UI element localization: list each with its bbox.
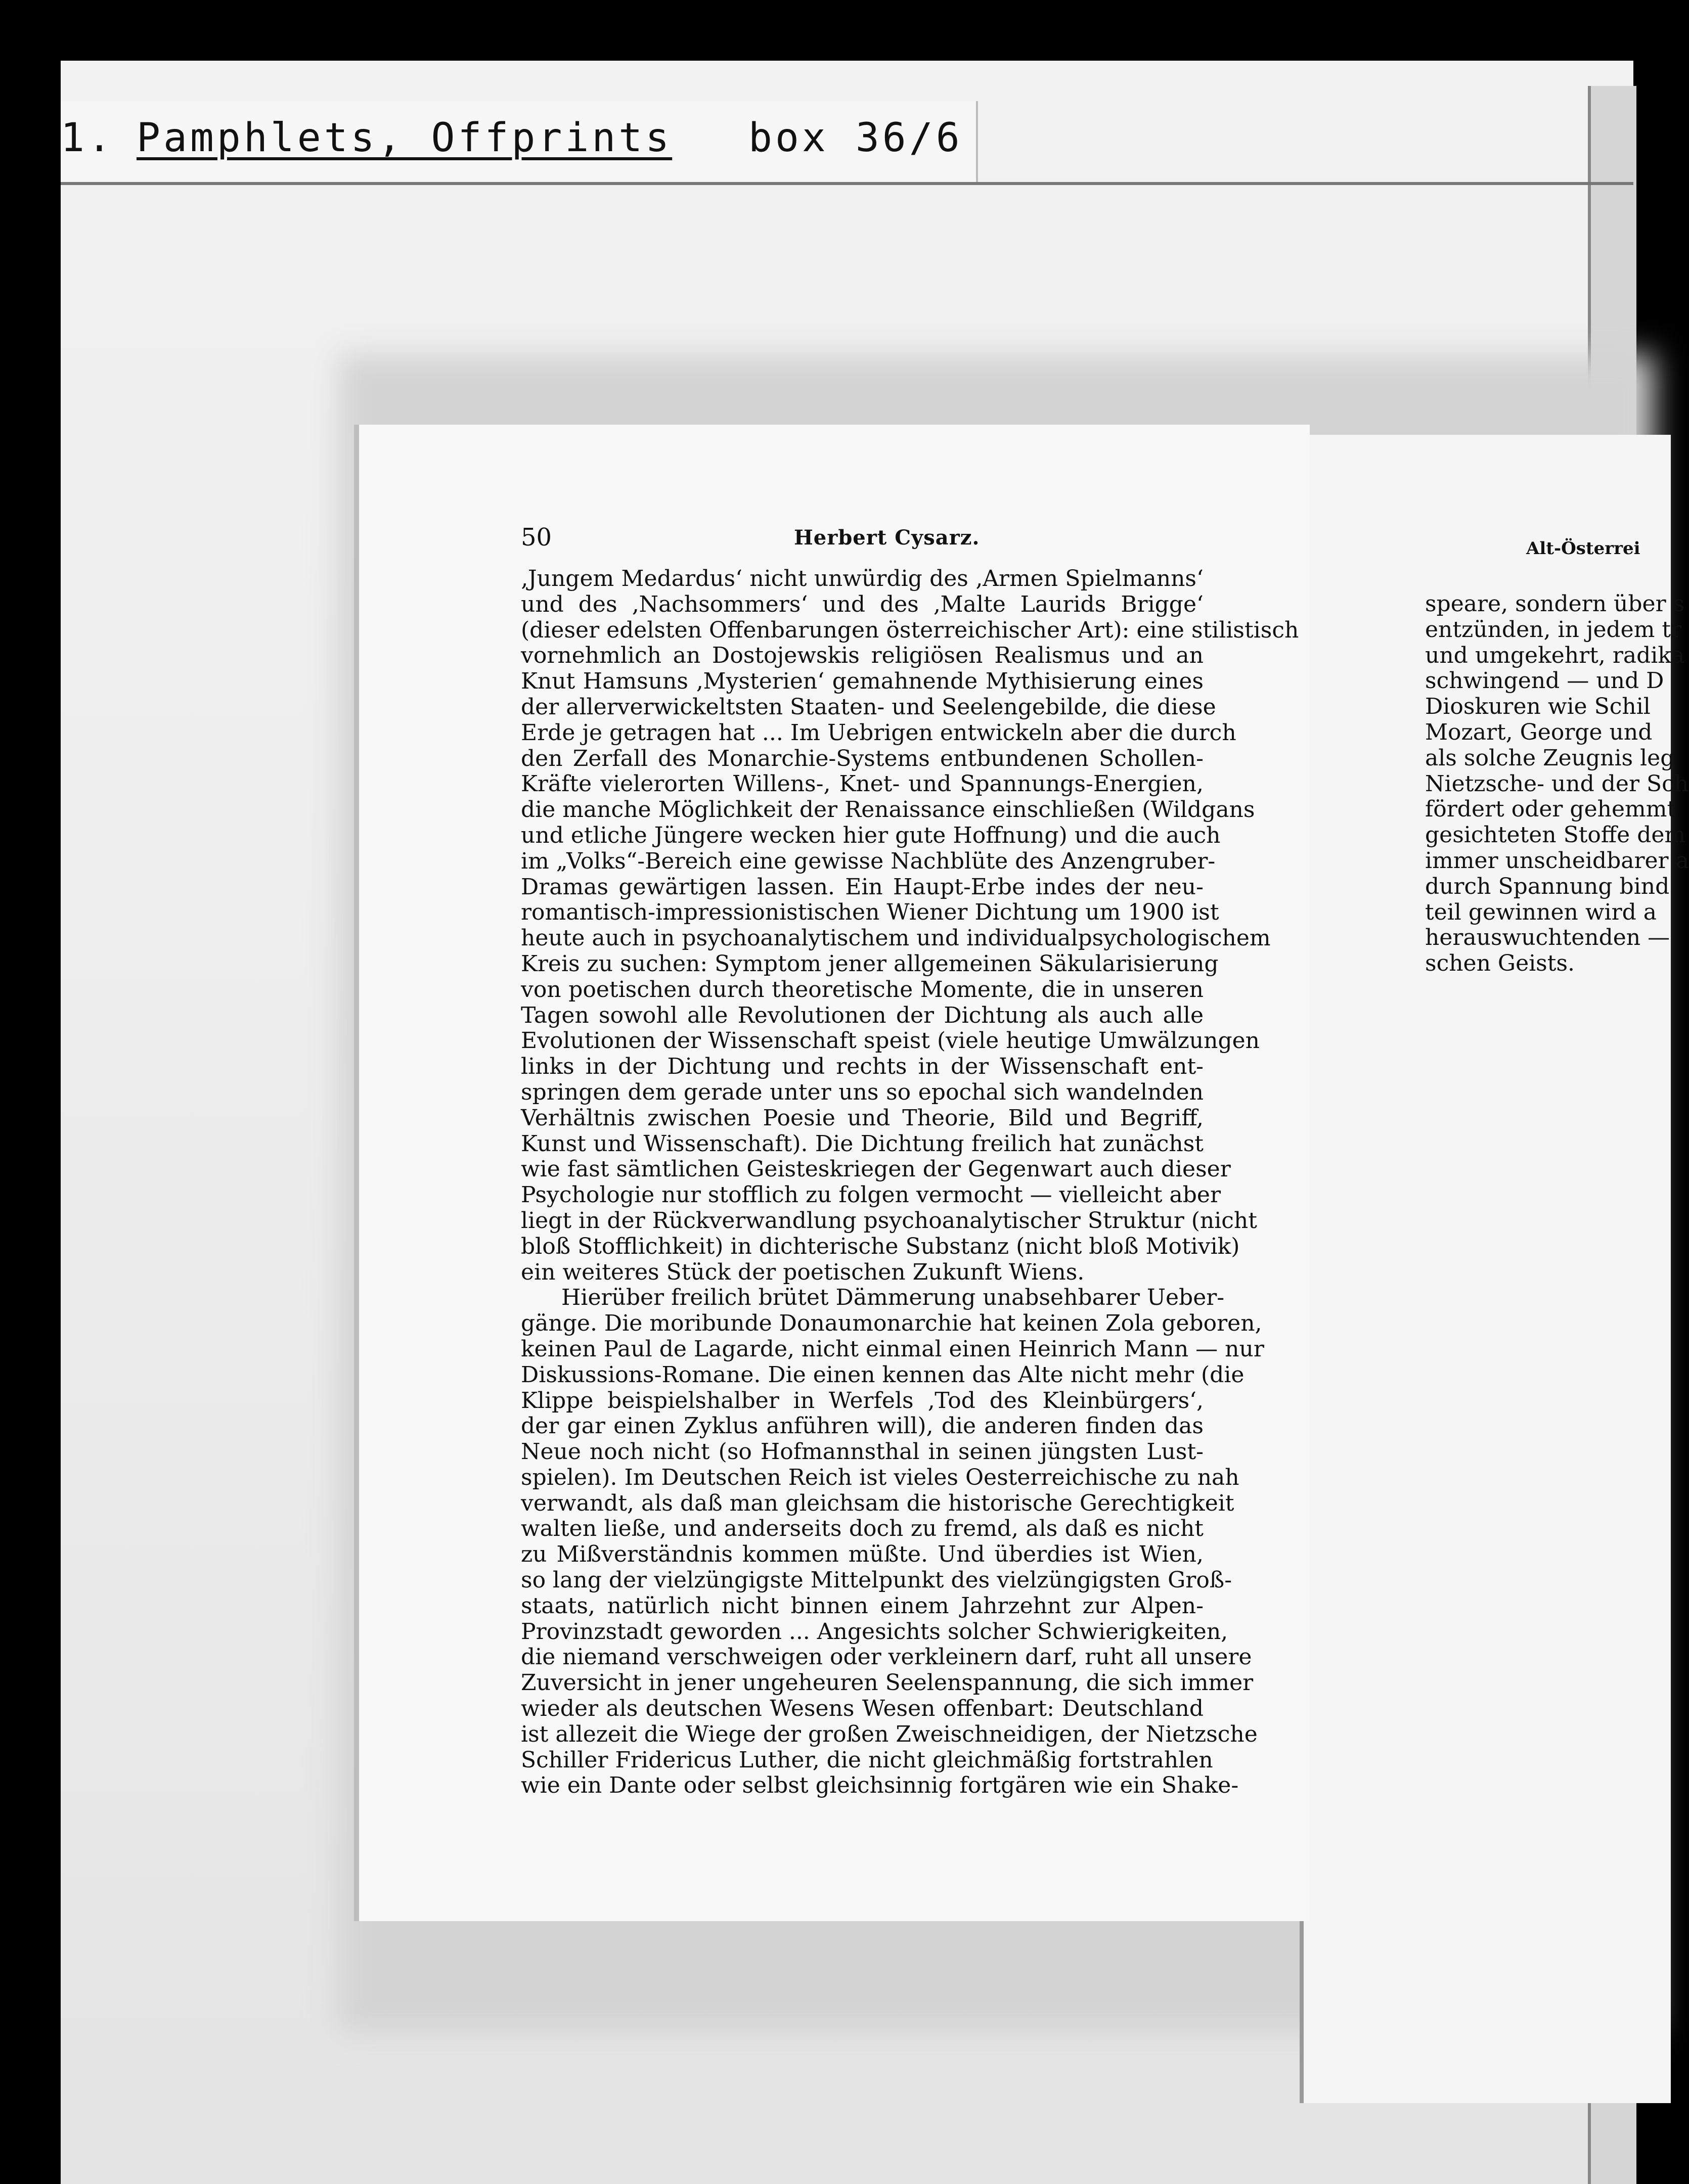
facing-page-line: durch Spannung bind: [1425, 873, 1670, 899]
text-line: Evolutionen der Wissenschaft speist (viele heutige Umwälzungen: [521, 1028, 1260, 1054]
text-line: bloß Stofflichkeit) in dichterische Substanz (nicht bloß Motivik): [521, 1233, 1240, 1259]
text-line: walten ließe, und anderseits doch zu fremd, als daß es nicht: [521, 1516, 1204, 1542]
text-line: verwandt, als daß man gleichsam die historische Gerechtigkeit: [521, 1490, 1234, 1516]
running-head: Herbert Cysarz.: [794, 526, 980, 550]
facing-page-line: speare, sondern über s: [1425, 591, 1685, 617]
label-box-number: box 36/6: [748, 115, 963, 161]
text-line: heute auch in psychoanalytischem und individualpsychologischem: [521, 925, 1271, 951]
facing-page-line: teil gewinnen wird a: [1425, 899, 1657, 925]
facing-page-line: Nietzsche- und der Sch: [1425, 770, 1689, 797]
text-line: Dramas gewärtigen lassen. Ein Haupt-Erbe indes der neu-: [521, 874, 1204, 900]
text-line: und des ‚Nachsommers‘ und des ‚Malte Laurids Brigge‘: [521, 591, 1204, 617]
text-line: vornehmlich an Dostojewskis religiösen Realismus und an: [521, 643, 1204, 669]
text-line: Hierüber freilich brütet Dämmerung unabsehbarer Ueber-: [561, 1285, 1225, 1311]
facing-page-line: herauswuchtenden —: [1425, 925, 1670, 951]
facing-page-line: entzünden, in jedem tr: [1425, 616, 1682, 643]
text-line: zu Mißverständnis kommen müßte. Und überdies ist Wien,: [521, 1541, 1204, 1568]
text-line: Kräfte vielerorten Willens-, Knet- und Spannungs-Energien,: [521, 771, 1204, 797]
facing-page-line: Mozart, George und: [1425, 719, 1653, 745]
text-line: im „Volks“-Bereich eine gewisse Nachblüte des Anzengruber-: [521, 848, 1216, 874]
text-line: liegt in der Rückverwandlung psychoanalytischer Struktur (nicht: [521, 1207, 1257, 1234]
text-line: der gar einen Zyklus anführen will), die anderen finden das: [521, 1413, 1204, 1439]
text-line: keinen Paul de Lagarde, nicht einmal einen Heinrich Mann — nur: [521, 1336, 1264, 1362]
folder-divider: [61, 182, 1633, 185]
facing-page-text: [1425, 592, 1689, 977]
archive-label: [61, 101, 978, 182]
text-line: Kreis zu suchen: Symptom jener allgemeinen Säkularisierung: [521, 950, 1219, 977]
facing-page-running-head: Alt-Österrei: [1526, 538, 1640, 559]
text-line: romantisch-impressionistischen Wiener Dichtung um 1900 ist: [521, 899, 1219, 926]
text-line: Klippe beispielshalber in Werfels ‚Tod des Kleinbürgers‘,: [521, 1387, 1204, 1414]
text-line: Kunst und Wissenschaft). Die Dichtung freilich hat zunächst: [521, 1130, 1204, 1157]
text-line: ist allezeit die Wiege der großen Zweischneidigen, der Nietzsche: [521, 1721, 1258, 1747]
page-body-text: [521, 566, 1299, 1799]
text-line: springen dem gerade unter uns so epochal sich wandelnden: [521, 1079, 1204, 1105]
text-line: von poetischen durch theoretische Momente, die in unseren: [521, 976, 1204, 1003]
text-line: Verhältnis zwischen Poesie und Theorie, Bild und Begriff,: [521, 1105, 1204, 1131]
text-line: spielen). Im Deutschen Reich ist vieles Oesterreichische zu nah: [521, 1464, 1239, 1490]
facing-page-line: schwingend — und D: [1425, 668, 1664, 694]
facing-page-line: als solche Zeugnis leg: [1425, 745, 1675, 771]
text-line: staats, natürlich nicht binnen einem Jahrzehnt zur Alpen-: [521, 1592, 1204, 1619]
text-line: den Zerfall des Monarchie-Systems entbundenen Schollen-: [521, 745, 1204, 771]
label-title: Pamphlets, Offprints: [137, 115, 673, 161]
text-line: (dieser edelsten Offenbarungen österreichischer Art): eine stilistisch: [521, 617, 1299, 643]
facing-page-line: immer unscheidbarer a: [1425, 847, 1689, 874]
text-line: und etliche Jüngere wecken hier gute Hoffnung) und die auch: [521, 822, 1221, 848]
text-line: links in der Dichtung und rechts in der Wissenschaft ent-: [521, 1054, 1204, 1080]
text-line: Erde je getragen hat ... Im Uebrigen entwickeln aber die durch: [521, 719, 1236, 746]
facing-page-line: fördert oder gehemmt: [1425, 796, 1676, 823]
text-line: wie ein Dante oder selbst gleichsinnig fortgären wie ein Shake-: [521, 1772, 1239, 1799]
facing-page-line: schen Geists.: [1425, 950, 1575, 977]
text-line: ‚Jungem Medardus‘ nicht unwürdig des ‚Armen Spielmanns‘: [521, 566, 1204, 592]
label-index: 1.: [61, 115, 114, 161]
text-line: der allerverwickeltsten Staaten- und Seelengebilde, die diese: [521, 694, 1216, 720]
page-number: 50: [521, 523, 552, 552]
book-page: [354, 425, 1310, 1921]
facing-page: [1300, 435, 1689, 2103]
text-line: Provinzstadt geworden ... Angesichts solcher Schwierigkeiten,: [521, 1618, 1228, 1645]
text-line: wie fast sämtlichen Geisteskriegen der Gegenwart auch dieser: [521, 1156, 1231, 1182]
text-line: die manche Möglichkeit der Renaissance einschließen (Wildgans: [521, 797, 1255, 823]
text-line: Tagen sowohl alle Revolutionen der Dichtung als auch alle: [521, 1002, 1204, 1028]
text-line: die niemand verschweigen oder verkleinern darf, ruht all unsere: [521, 1644, 1252, 1670]
text-line: so lang der vielzüngigste Mittelpunkt des vielzüngigsten Groß-: [521, 1567, 1232, 1594]
text-line: Knut Hamsuns ‚Mysterien‘ gemahnende Mythisierung eines: [521, 668, 1204, 695]
text-line: Neue noch nicht (so Hofmannsthal in seinen jüngsten Lust-: [521, 1439, 1204, 1465]
text-line: Diskussions-Romane. Die einen kennen das Alte nicht mehr (die: [521, 1361, 1244, 1388]
text-line: wieder als deutschen Wesens Wesen offenbart: Deutschland: [521, 1696, 1204, 1722]
text-line: gänge. Die moribunde Donaumonarchie hat keinen Zola geboren,: [521, 1310, 1262, 1337]
facing-page-line: gesichteten Stoffe dem: [1425, 822, 1686, 848]
text-line: Zuversicht in jener ungeheuren Seelenspannung, die sich immer: [521, 1670, 1254, 1696]
text-line: ein weiteres Stück der poetischen Zukunft Wiens.: [521, 1259, 1085, 1285]
text-line: Psychologie nur stofflich zu folgen vermocht — vielleicht aber: [521, 1182, 1221, 1208]
facing-page-line: und umgekehrt, radika: [1425, 642, 1685, 668]
text-line: Schiller Fridericus Luther, die nicht gleichmäßig fortstrahlen: [521, 1747, 1213, 1773]
facing-page-line: Dioskuren wie Schil: [1425, 694, 1651, 720]
